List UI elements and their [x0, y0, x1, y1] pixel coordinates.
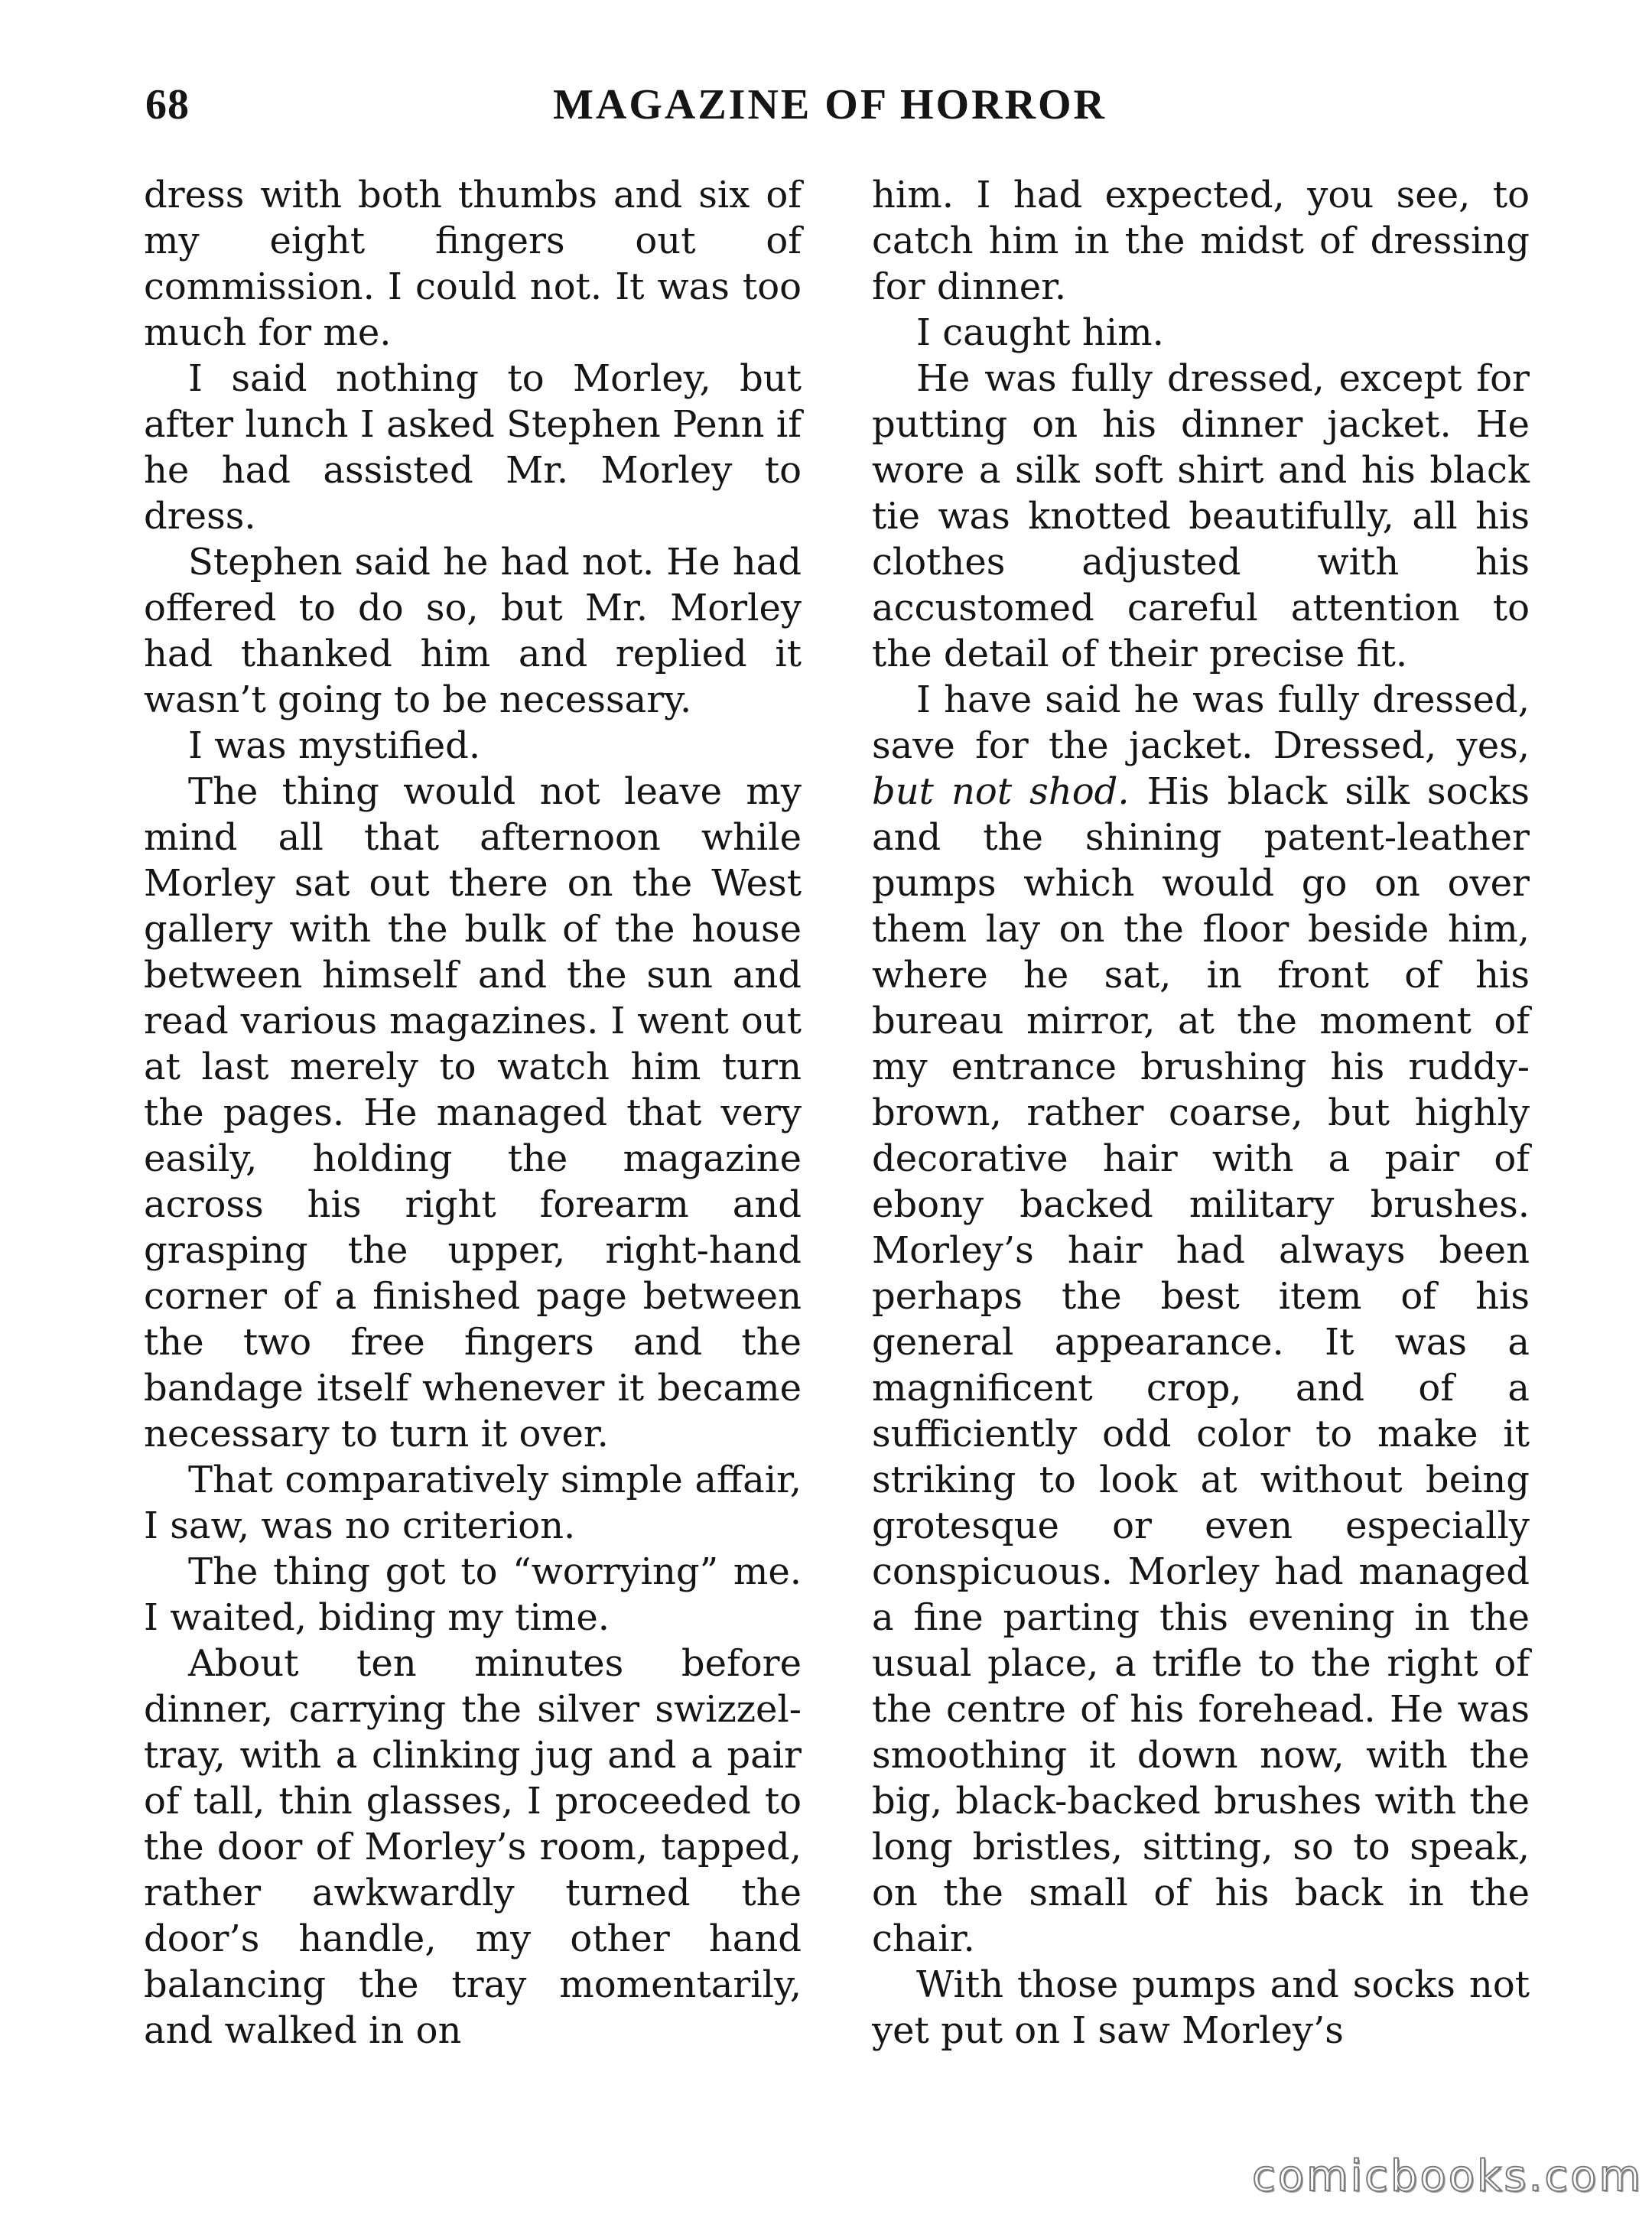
right-paragraph-4-rest: His black silk socks and the shining patent-leather pumps which would go on over them lay on the floor beside him, where he sat, in front of his bureau mirror, at the moment of my entrance brushing his ruddy-brown, rather coarse, but highly decorative hair with a pair of ebony backed military brushes. Morley’s hair had always been perhaps the best item of his general appearance. It was a magnificent crop, and of a sufficiently odd color to make it striking to look at without being grotesque or even especially conspicuous. Morley had managed a fine parting this evening in the usual place, a trifle to the right of the centre of his forehead. He was smoothing it down now, with the big, black-backed brushes with the long bristles, sitting, so to speak, on the small of his back in the chair.	[872, 770, 1530, 1960]
right-column	[872, 172, 1530, 2054]
left-paragraph-6: That comparatively simple affair, I saw, was no criterion.	[144, 1459, 802, 1547]
right-paragraph-4	[872, 677, 1530, 1962]
page-header	[145, 80, 1514, 149]
watermark: comicbooks.com	[1251, 2151, 1643, 2201]
right-paragraph-4-lead: I have said he was fully dressed, save for the jacket. Dressed, yes,	[872, 678, 1530, 767]
left-paragraph-7: The thing got to “worrying” me. I waited, biding my time.	[144, 1550, 802, 1639]
running-title: MAGAZINE OF HORROR	[553, 81, 1107, 128]
right-paragraph-3: He was fully dressed, except for putting on his dinner jacket. He wore a silk soft shirt and his black tie was knotted beautifully, all his clothes adjusted with his accustomed careful attention to the detail of their precise fit.	[872, 357, 1530, 675]
left-paragraph-5: The thing would not leave my mind all that afternoon while Morley sat out there on the West gallery with the bulk of the house between himself and the sun and read various magazines. I went out at last merely to watch him turn the pages. He managed that very easily, holding the magazine across his right forearm and grasping the upper, right-hand corner of a finished page between the two free fingers and the bandage itself whenever it became necessary to turn it over.	[144, 770, 802, 1455]
left-paragraph-4: I was mystified.	[188, 724, 481, 767]
left-paragraph-1: dress with both thumbs and six of my eight fingers out of commission. I could not. It was too much for me.	[144, 174, 802, 354]
right-paragraph-5: With those pumps and socks not yet put on I saw Morley’s	[872, 1963, 1530, 2052]
right-paragraph-2: I caught him.	[916, 311, 1164, 354]
left-paragraph-8: About ten minutes before dinner, carrying the silver swizzel-tray, with a clinking jug and a pair of tall, thin glasses, I proceeded to the door of Morley’s room, tapped, rather awkwardly turned the door’s handle, my other hand balancing the tray momentarily, and walked in on	[144, 1642, 802, 2052]
left-paragraph-2: I said nothing to Morley, but after lunch I asked Stephen Penn if he had assisted Mr. Morley to dress.	[144, 357, 802, 538]
page-number: 68	[145, 81, 190, 128]
right-paragraph-1: him. I had expected, you see, to catch him in the midst of dressing for dinner.	[872, 174, 1530, 308]
right-paragraph-4-emphasis: but not shod.	[872, 770, 1130, 813]
left-paragraph-3: Stephen said he had not. He had offered to do so, but Mr. Morley had thanked him and replied it wasn’t going to be necessary.	[144, 541, 802, 721]
left-column	[144, 172, 802, 2054]
